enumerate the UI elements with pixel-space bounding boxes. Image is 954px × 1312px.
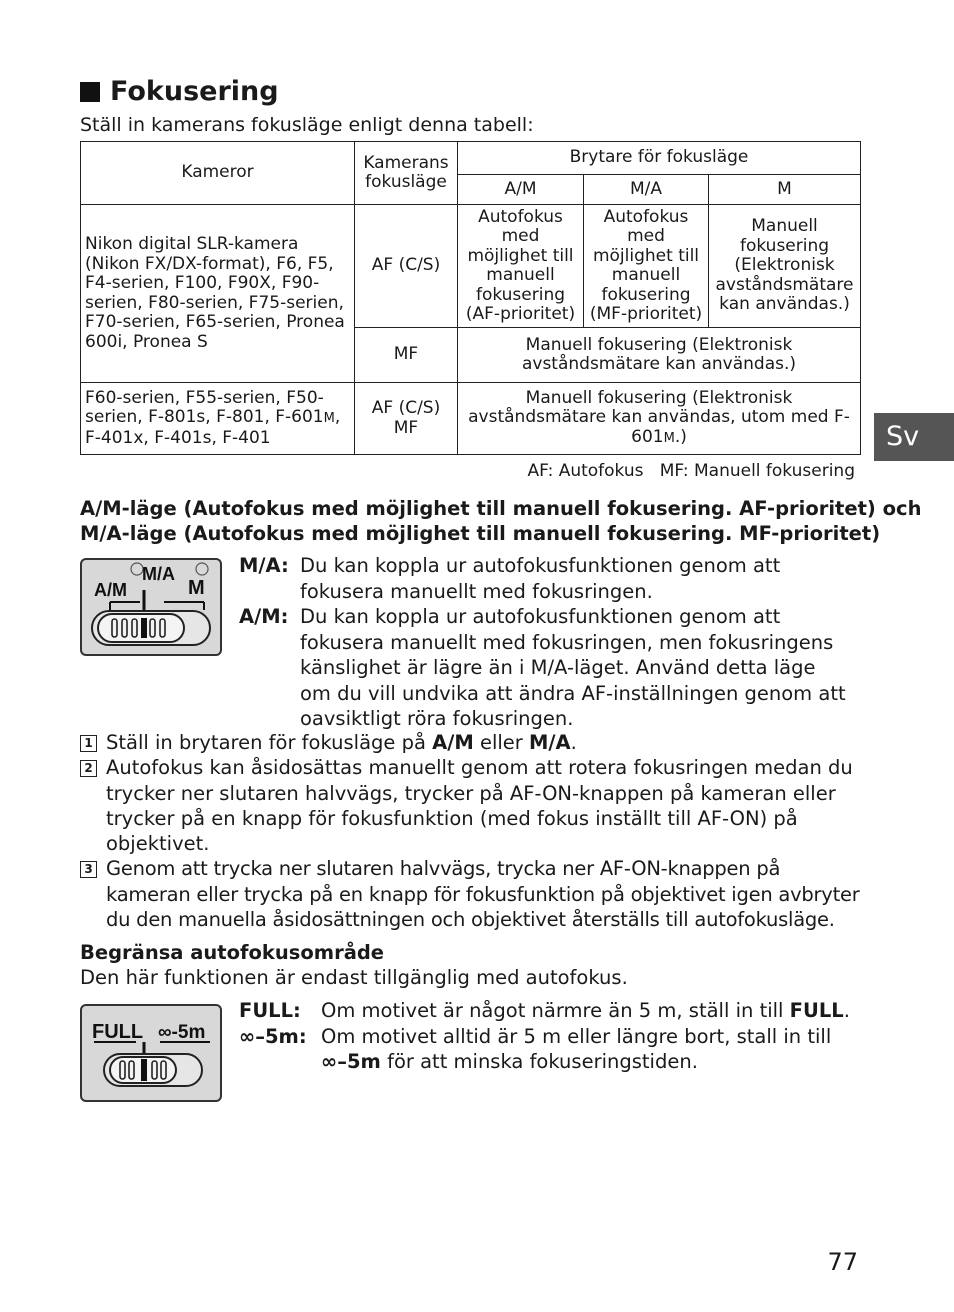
definition-ma-term: M/A: (239, 554, 289, 577)
step-1-post: . (570, 731, 577, 754)
definition-am-term: A/M: (239, 605, 289, 628)
square-bullet-icon (80, 82, 100, 102)
cameras-2-text-a: F60-serien, F55-serien, F50-serien, F-801s, F-801, F-601 (85, 387, 324, 428)
definition-full-post: . (843, 999, 850, 1022)
cell-mode-af: AF (C/S) (355, 205, 458, 328)
page-number: 77 (827, 1248, 858, 1276)
cell-mf-all: Manuell fokusering (Elektronisk avståndsmätare kan användas.) (458, 328, 861, 383)
intro-text: Ställ in kamerans fokusläge enligt denna tabell: (80, 114, 534, 136)
definition-full-bold: FULL (789, 999, 844, 1022)
steps-list (80, 730, 860, 932)
limit-section (80, 940, 628, 990)
label-inf-5m: ∞-5m (158, 1022, 206, 1043)
focus-mode-switch-icon (82, 560, 220, 654)
definition-am-text: Du kan koppla ur autofokusfunktionen genom att fokusera manuellt med fokusringen, men fokusringens känslighet är lägre än i M/A-läget. Använd detta läge om du vill undvika att ändra AF-inställningen genom att oavsiktligt röra fokusringen. (300, 605, 846, 730)
label-am: A/M (94, 580, 127, 600)
step-2 (80, 755, 860, 856)
definition-inf-post: för att minska fokuseringstiden. (380, 1050, 698, 1073)
definition-full-term: FULL: (239, 999, 301, 1022)
cell-cameras-2 (81, 383, 355, 455)
table-footnote: AF: Autofokus MF: Manuell fokusering (527, 461, 855, 481)
step-1-text (106, 730, 577, 755)
definition-inf-5m (239, 1024, 851, 1075)
step-1-mid: eller (473, 731, 530, 754)
step-3 (80, 856, 860, 932)
definition-ma (239, 553, 851, 604)
definition-full-text (321, 998, 850, 1024)
modes-heading (80, 496, 921, 546)
section-heading (80, 76, 279, 107)
header-cameras: Kameror (81, 142, 355, 205)
label-ma: M/A (142, 564, 175, 584)
step-3-number: 3 (80, 861, 97, 878)
cameras-2-text-b: , F-401x, F-401s, F-401 (85, 407, 341, 448)
step-2-number: 2 (80, 760, 97, 777)
limit-definitions (239, 998, 851, 1075)
definition-full-pre: Om motivet är något närmre än 5 m, ställ in till (321, 999, 790, 1022)
label-full: FULL (92, 1021, 144, 1043)
language-tab: Sv (874, 413, 954, 461)
cell-mode-2 (355, 383, 458, 455)
cameras-2-small-m: M (323, 411, 335, 427)
focus-mode-switch-illustration (80, 558, 222, 656)
manual-2-text-a: Manuell fokusering (Elektronisk avståndsmätare kan användas, utom med F-601 (468, 387, 850, 447)
cell-ma-af: Autofokus med möjlighet till manuell fokusering (MF-prioritet) (584, 205, 709, 328)
cell-mode-mf: MF (355, 328, 458, 383)
manual-2-text-b: .) (674, 426, 687, 447)
definition-ma-text: Du kan koppla ur autofokusfunktionen genom att fokusera manuellt med fokusringen. (300, 554, 781, 603)
step-1-bold-am: A/M (432, 731, 474, 754)
header-camera-mode: Kamerans fokusläge (355, 142, 458, 205)
header-switch: Brytare för fokusläge (458, 142, 861, 175)
step-1 (80, 730, 860, 755)
cell-cameras-1: Nikon digital SLR-kamera (Nikon FX/DX-format), F6, F5, F4-serien, F100, F90X, F90-serien, F80-serien, F75-serien, F70-serien, F65-serien, Pronea 600i, Pronea S (81, 205, 355, 383)
mode-definitions (239, 553, 851, 732)
definition-inf-line1: Om motivet alltid är 5 m eller längre bort, stall in till (321, 1024, 832, 1048)
focus-limit-switch-icon (82, 1006, 220, 1100)
cell-am-af: Autofokus med möjlighet till manuell fokusering (AF-prioritet) (458, 205, 584, 328)
cell-m-af: Manuell fokusering (Elektronisk avståndsmätare kan användas.) (709, 205, 861, 328)
definition-full (239, 998, 851, 1024)
step-1-pre: Ställ in brytaren för fokusläge på (106, 731, 433, 754)
step-3-text: Genom att trycka ner slutaren halvvägs, trycka ner AF-ON-knappen på kameran eller trycka på en knapp för fokusfunktion på objektivet igen avbryter du den manuella åsidosättningen och objektivet återställs till autofokusläge. (106, 857, 860, 932)
modes-heading-line-2: M/A-läge (Autofokus med möjlighet till manuell fokusering. MF-prioritet) (80, 522, 881, 545)
definition-inf-text (321, 1024, 841, 1075)
mode-2-mf: MF (393, 417, 419, 438)
label-m: M (188, 577, 205, 599)
focus-limit-switch-illustration (80, 1004, 222, 1102)
section-heading-text: Fokusering (110, 76, 279, 107)
step-1-bold-ma: M/A (529, 731, 571, 754)
mode-2-af: AF (C/S) (371, 398, 441, 418)
header-ma: M/A (584, 175, 709, 205)
header-m: M (709, 175, 861, 205)
modes-heading-line-1: A/M-läge (Autofokus med möjlighet till manuell fokusering. AF-prioritet) och (80, 497, 922, 520)
cell-manual-2 (458, 383, 861, 455)
limit-intro: Den här funktionen är endast tillgänglig med autofokus. (80, 966, 628, 989)
header-am: A/M (458, 175, 584, 205)
definition-am (239, 604, 851, 732)
definition-inf-term: ∞–5m: (239, 1024, 307, 1048)
definition-inf-bold: ∞–5m (321, 1050, 381, 1073)
focus-mode-table (80, 141, 861, 455)
limit-heading: Begränsa autofokusområde (80, 941, 385, 964)
manual-2-small-m: M (663, 430, 675, 446)
step-2-text: Autofokus kan åsidosättas manuellt genom att rotera fokusringen medan du trycker ner slutaren halvvägs, trycker på AF-ON-knappen på kameran eller trycker på en knapp för fokusfunktion (med fokus inställt till AF-ON) på objektivet. (106, 756, 853, 856)
step-1-number: 1 (80, 735, 97, 752)
